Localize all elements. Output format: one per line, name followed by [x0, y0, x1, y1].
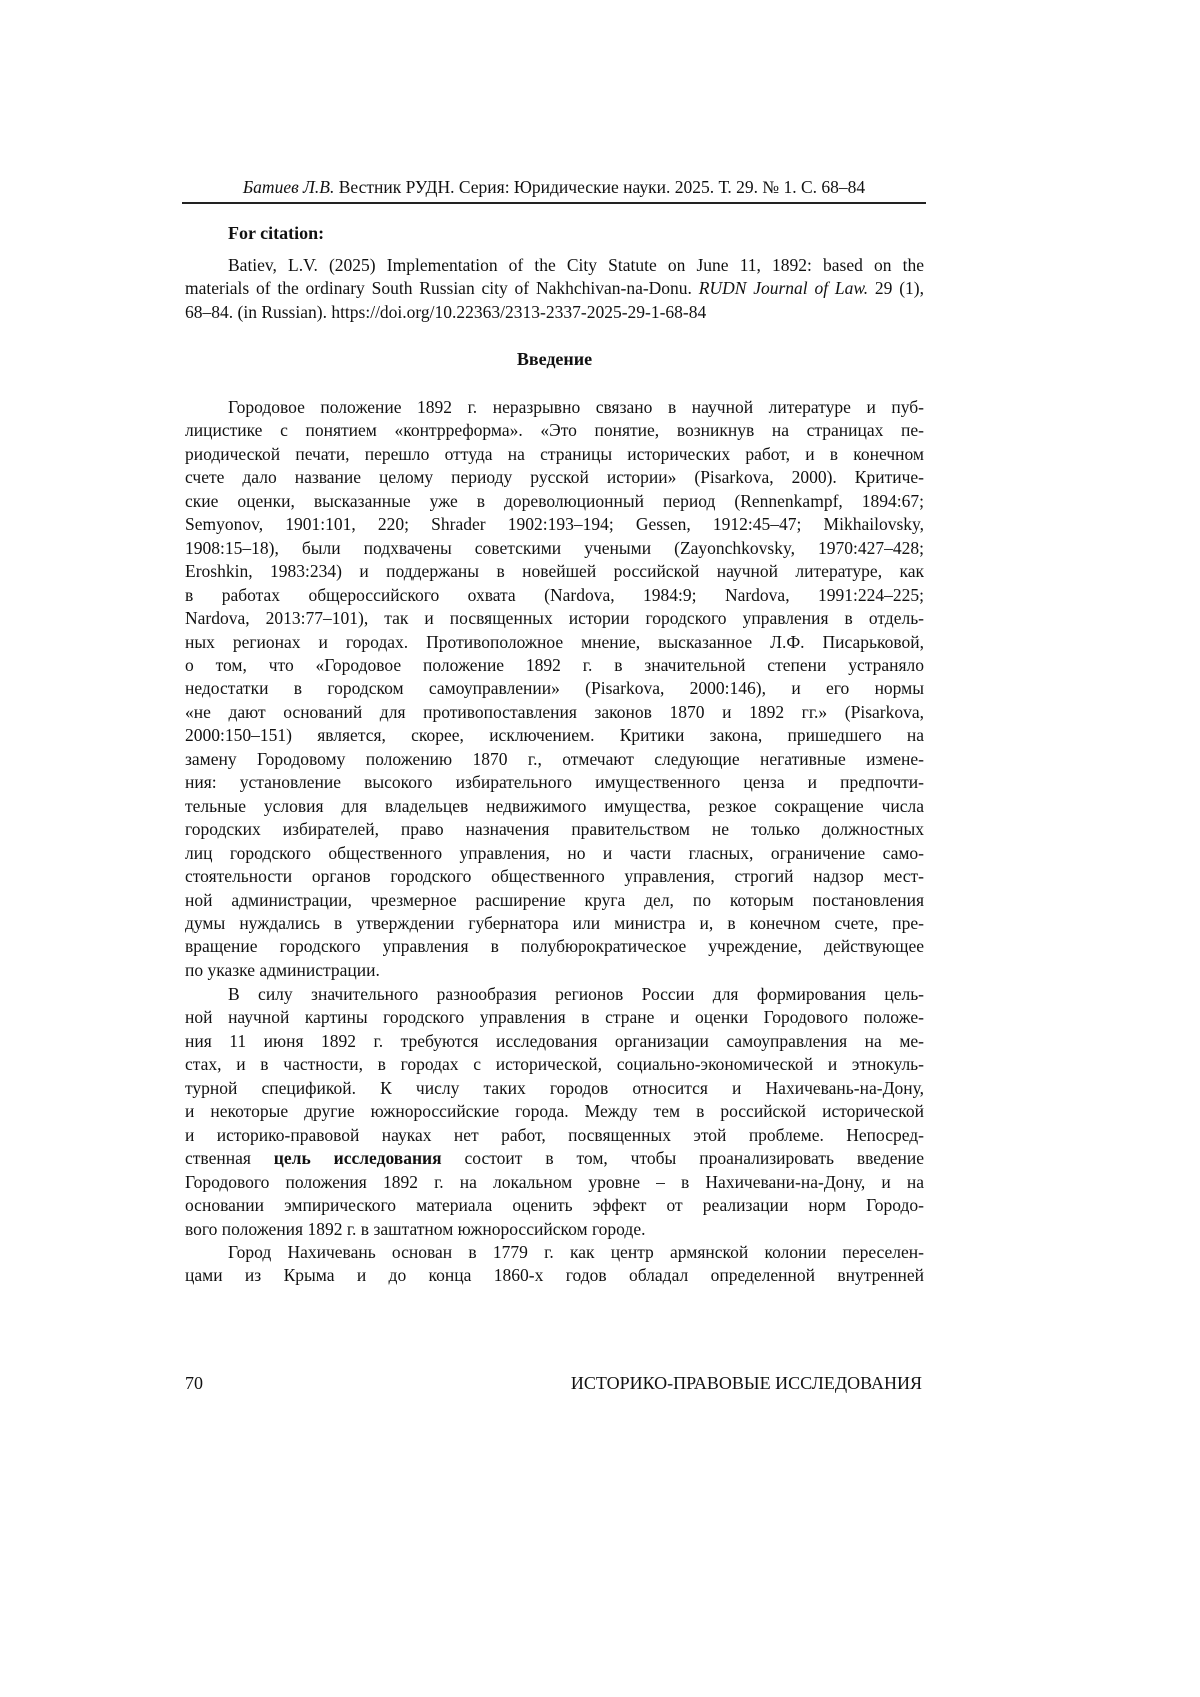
- text-line: [185, 1218, 924, 1241]
- text-line: [185, 584, 924, 607]
- text-segment: недостатки в городском самоуправлении» (Pisarkova, 2000:146), и его нормы: [185, 678, 924, 699]
- text-line: [185, 607, 924, 630]
- text-line: [185, 466, 924, 489]
- text-line: [185, 1053, 924, 1076]
- text-line: [185, 865, 924, 888]
- text-segment: состоит в том, чтобы проанализировать введение: [441, 1148, 924, 1169]
- header-divider: [182, 202, 926, 204]
- text-segment: городских избирателей, право назначения правительством не только должностных: [185, 819, 924, 840]
- text-segment: цами из Крыма и до конца 1860-х годов обладал определенной внутренней: [185, 1265, 924, 1286]
- text-segment: лиц городского общественного управления, но и части гласных, ограничение само-: [185, 842, 924, 863]
- header-author: Батиев Л.В.: [242, 177, 335, 197]
- text-segment: ния 11 июня 1892 г. требуются исследования организации самоуправления на ме-: [185, 1030, 924, 1051]
- text-segment: ной научной картины городского управления в стране и оценки Городового положе-: [185, 1007, 924, 1028]
- text-segment: Городового положения 1892 г. на локальном уровне – в Нахичевани-на-Дону, и на: [185, 1171, 924, 1192]
- page-number: 70: [185, 1373, 203, 1393]
- body-paragraph: [185, 983, 924, 1241]
- text-segment: основании эмпирического материала оценить эффект от реализации норм Городо-: [185, 1195, 924, 1216]
- text-segment: Городовое положение 1892 г. неразрывно связано в научной литературе и пуб-: [228, 397, 924, 417]
- text-segment: 2000:150–151) является, скорее, исключением. Критики закона, пришедшего на: [185, 725, 924, 746]
- text-line: [185, 1124, 924, 1147]
- text-segment: турной спецификой. К числу таких городов относится и Нахичевань-на-Дону,: [185, 1077, 924, 1098]
- text-segment: 1908:15–18), были подхвачены советскими учеными (Zayonchkovsky, 1970:427–428;: [185, 537, 924, 558]
- text-line: [185, 724, 924, 747]
- text-line: [185, 771, 924, 794]
- text-segment: ские оценки, высказанные уже в дореволюционный период (Rennenkampf, 1894:67;: [185, 490, 924, 511]
- citation-label: For citation:: [228, 223, 325, 243]
- text-line: [185, 301, 924, 324]
- text-segment: замену Городовому положению 1870 г., отмечают следующие негативные измене-: [185, 748, 924, 769]
- text-segment: materials of the ordinary South Russian city of Nakhchivan-na-Donu.: [185, 278, 699, 299]
- body-paragraph: [185, 396, 924, 982]
- text-segment: по указке администрации.: [185, 959, 380, 980]
- text-segment: в работах общероссийского охвата (Nardova, 1984:9; Nardova, 1991:224–225;: [185, 584, 924, 605]
- text-segment: о том, что «Городовое положение 1892 г. в значительной степени устраняло: [185, 654, 924, 675]
- text-segment: Город Нахичевань основан в 1779 г. как центр армянской колонии переселен-: [228, 1242, 924, 1262]
- text-line: [185, 513, 924, 536]
- text-line: [185, 443, 924, 466]
- text-line: [185, 842, 924, 865]
- text-segment: думы нуждались в утверждении губернатора или министра и, в конечном счете, пре-: [185, 912, 924, 933]
- text-segment: ных регионах и городах. Противоположное мнение, высказанное Л.Ф. Писарьковой,: [185, 631, 924, 652]
- text-segment: риодической печати, перешло оттуда на страницы исторических работ, и в конечном: [185, 443, 924, 464]
- text-line: [185, 631, 924, 654]
- text-segment: В силу значительного разнообразия регионов России для формирования цель-: [228, 984, 924, 1004]
- text-segment: Nardova, 2013:77–101), так и посвященных истории городского управления в отдель-: [185, 608, 924, 629]
- text-line: [185, 889, 924, 912]
- text-line: [185, 560, 924, 583]
- text-segment: цель исследования: [273, 1148, 442, 1169]
- text-line: [185, 537, 924, 560]
- text-segment: вращение городского управления в полубюрократическое учреждение, действующее: [185, 936, 924, 957]
- text-line: [185, 1171, 924, 1194]
- section-heading: Введение: [516, 349, 593, 369]
- running-header: [182, 176, 926, 198]
- text-segment: ной администрации, чрезмерное расширение круга дел, по которым постановления: [185, 889, 924, 910]
- text-line: [185, 1147, 924, 1170]
- text-line: [185, 396, 924, 419]
- text-segment: и некоторые другие южнороссийские города. Между тем в российской исторической: [185, 1101, 924, 1122]
- text-line: [185, 1100, 924, 1123]
- text-segment: 29 (1),: [868, 278, 925, 299]
- text-line: [185, 959, 924, 982]
- text-line: [185, 1077, 924, 1100]
- text-segment: и историко-правовой науках нет работ, посвященных этой проблеме. Непосред-: [185, 1124, 924, 1145]
- text-line: [185, 419, 924, 442]
- text-segment: «не дают оснований для противопоставления законов 1870 и 1892 гг.» (Pisarkova,: [185, 701, 924, 722]
- text-segment: Eroshkin, 1983:234) и поддержаны в новейшей российской научной литературе, как: [185, 561, 924, 582]
- text-segment: ния: установление высокого избирательного имущественного ценза и предпочти-: [185, 772, 924, 793]
- text-segment: 68–84. (in Russian). https://doi.org/10.22363/2313-2337-2025-29-1-68-84: [185, 301, 707, 322]
- footer-section-title: ИСТОРИКО-ПРАВОВЫЕ ИССЛЕДОВАНИЯ: [570, 1373, 922, 1393]
- text-line: [185, 1194, 924, 1217]
- text-line: [185, 701, 924, 724]
- text-segment: ственная: [185, 1148, 274, 1169]
- text-segment: стоятельности органов городского общественного управления, строгий надзор мест-: [185, 866, 924, 887]
- text-line: [185, 748, 924, 771]
- header-journal: Вестник РУДН. Серия: Юридические науки. 2025. Т. 29. № 1. С. 68–84: [334, 177, 866, 197]
- text-line: [185, 935, 924, 958]
- text-segment: Batiev, L.V. (2025) Implementation of the City Statute on June 11, 1892: based on the: [228, 255, 924, 275]
- text-line: [185, 677, 924, 700]
- text-line: [185, 983, 924, 1006]
- text-segment: Semyonov, 1901:101, 220; Shrader 1902:193–194; Gessen, 1912:45–47; Mikhailovsky,: [185, 514, 924, 535]
- text-line: [185, 1006, 924, 1029]
- text-segment: стах, и в частности, в городах с исторической, социально-экономической и этнокуль-: [185, 1054, 924, 1075]
- body-paragraph: [185, 1241, 924, 1288]
- text-line: [185, 654, 924, 677]
- text-line: [185, 254, 924, 277]
- text-line: [185, 1030, 924, 1053]
- text-line: [185, 490, 924, 513]
- text-line: [185, 1264, 924, 1287]
- citation-paragraph: [185, 254, 924, 324]
- text-line: [185, 277, 924, 300]
- text-segment: тельные условия для владельцев недвижимого имущества, резкое сокращение числа: [185, 795, 924, 816]
- text-line: [185, 795, 924, 818]
- text-segment: счете дало название целому периоду русской истории» (Pisarkova, 2000). Критиче-: [185, 467, 924, 488]
- text-segment: RUDN Journal of Law.: [698, 278, 869, 299]
- text-segment: вого положения 1892 г. в заштатном южнороссийском городе.: [185, 1218, 646, 1239]
- text-line: [185, 1241, 924, 1264]
- text-segment: лицистике с понятием «контрреформа». «Это понятие, возникнув на страницах пе-: [185, 420, 924, 441]
- text-line: [185, 818, 924, 841]
- text-line: [185, 912, 924, 935]
